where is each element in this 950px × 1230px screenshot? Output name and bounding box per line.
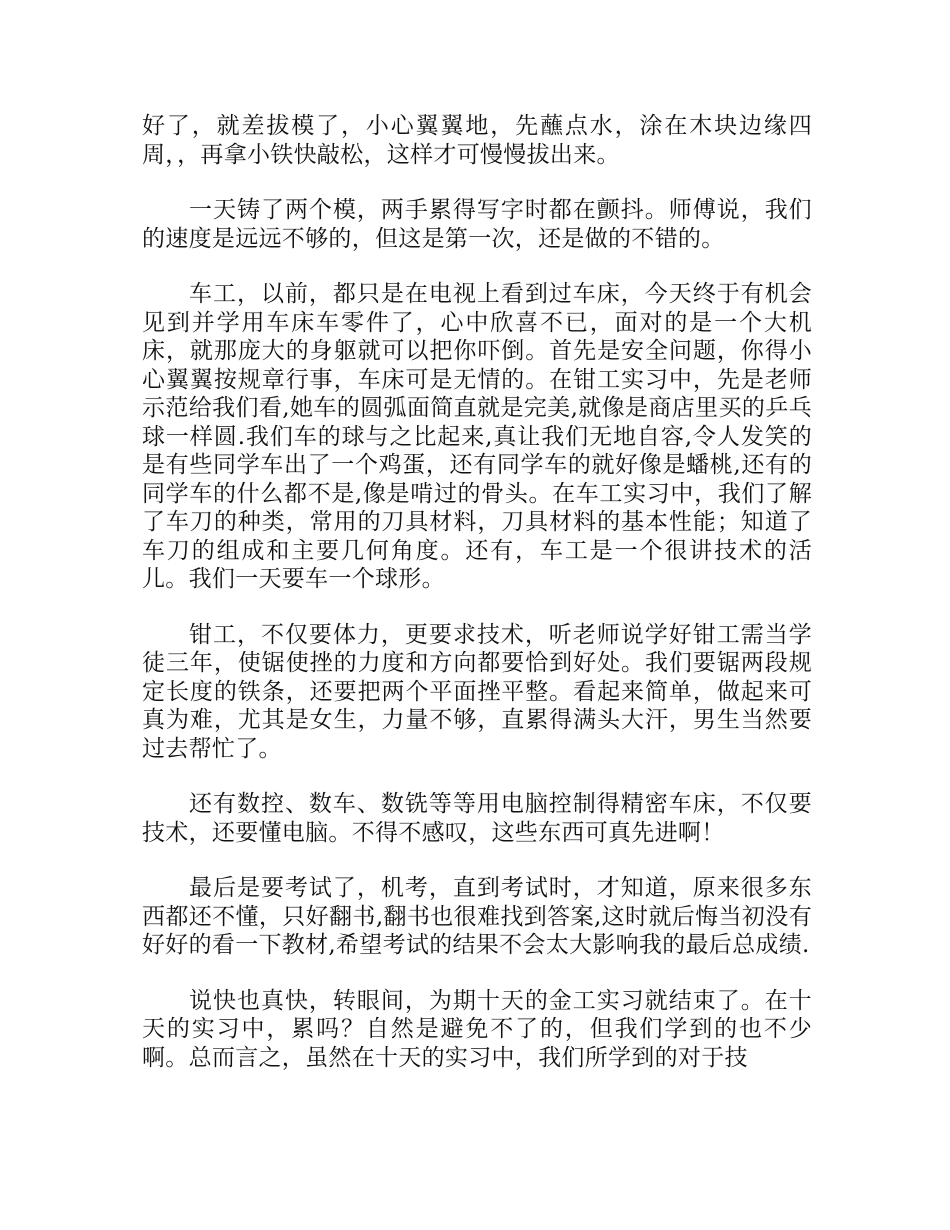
paragraph-6: 最后是要考试了，机考，直到考试时，才知道，原来很多东西都还不懂，只好翻书,翻书也很难找到答案,这时就后悔当初没有好好的看一下教材,希望考试的结果不会太大影响我的最后总成绩. (142, 875, 812, 958)
paragraph-1: 好了，就差拔模了，小心翼翼地，先蘸点水，涂在木块边缘四周，，再拿小铁快敲松，这样才可慢慢拔出来。 (142, 113, 812, 168)
paragraph-3: 车工，以前，都只是在电视上看到过车床，今天终于有机会见到并学用车床车零件了，心中欣喜不已，面对的是一个大机床，就那庞大的身躯就可以把你吓倒。首先是安全问题，你得小心翼翼按规章行事，车床可是无情的。在钳工实习中，先是老师示范给我们看,她车的圆弧面简直就是完美,就像是商店里买的乒乓球一样圆.我们车的球与之比起来,真让我们无地自容,令人发笑的是有些同学车出了一个鸡蛋，还有同学车的就好像是蟠桃,还有的同学车的什么都不是,像是啃过的骨头。在车工实习中，我们了解了车刀的种类，常用的刀具材料，刀具材料的基本性能；知道了车刀的组成和主要几何角度。还有，车工是一个很讲技术的活儿。我们一天要车一个球形。 (142, 281, 812, 592)
paragraph-4: 钳工，不仅要体力，更要求技术，听老师说学好钳工需当学徒三年，使锯使挫的力度和方向都要恰到好处。我们要锯两段规定长度的铁条，还要把两个平面挫平整。看起来简单，做起来可真为难，尤其是女生，力量不够，直累得满头大汗，男生当然要过去帮忙了。 (142, 621, 812, 762)
paragraph-7: 说快也真快，转眼间，为期十天的金工实习就结束了。在十天的实习中，累吗？自然是避免不了的，但我们学到的也不少啊。总而言之，虽然在十天的实习中，我们所学到的对于技 (142, 987, 812, 1071)
document-page (142, 112, 812, 1072)
paragraph-5: 还有数控、数车、数铣等等用电脑控制得精密车床，不仅要技术，还要懂电脑。不得不感叹，这些东西可真先进啊！ (142, 791, 812, 846)
paragraph-2: 一天铸了两个模，两手累得写字时都在颤抖。师傅说，我们的速度是远远不够的，但这是第一次，还是做的不错的。 (142, 197, 812, 252)
